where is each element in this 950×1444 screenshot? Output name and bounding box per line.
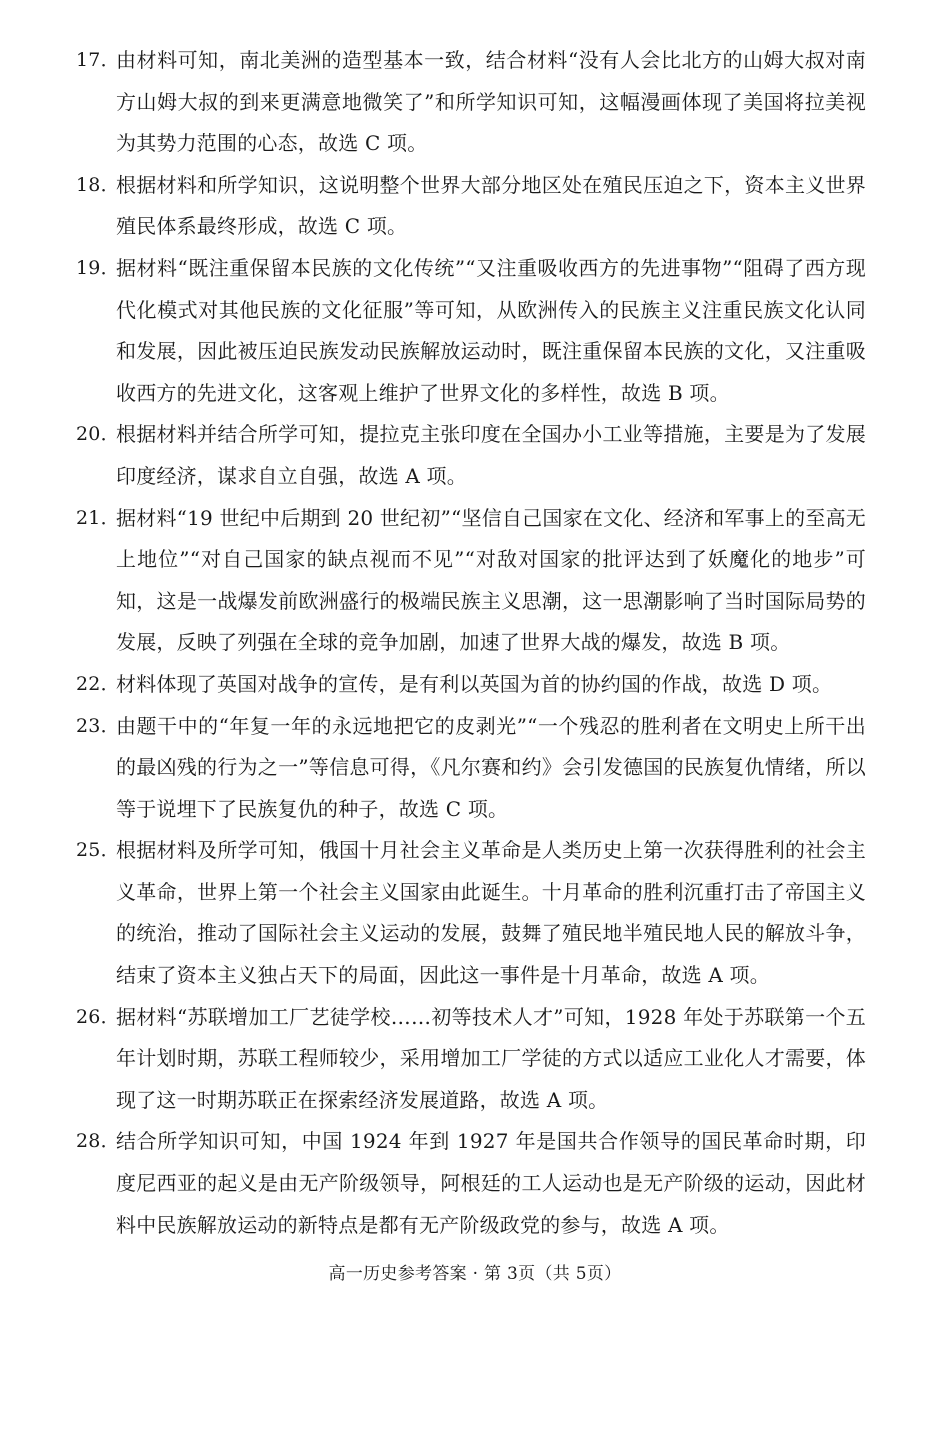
- answer-item: [76, 997, 866, 1122]
- answer-text: 据材料“19 世纪中后期到 20 世纪初”“坚信自己国家在文化、经济和军事上的至高无上地位”“对自己国家的缺点视而不见”“对敌对国家的批评达到了妖魔化的地步”可知，这是一战爆发前欧洲盛行的极端民族主义思潮，这一思潮影响了当时国际局势的发展，反映了列强在全球的竞争加剧，加速了世界大战的爆发，故选 B 项。: [116, 505, 866, 655]
- answer-text: 结合所学知识可知，中国 1924 年到 1927 年是国共合作领导的国民革命时期，印度尼西亚的起义是由无产阶级领导，阿根廷的工人运动也是无产阶级的运动，因此材料中民族解放运动的新特点是都有无产阶级政党的参与，故选 A 项。: [116, 1129, 866, 1237]
- answer-text: 据材料“苏联增加工厂艺徒学校……初等技术人才”可知，1928 年处于苏联第一个五年计划时期，苏联工程师较少，采用增加工厂学徒的方式以适应工业化人才需要，体现了这一时期苏联正在探索经济发展道路，故选 A 项。: [116, 1004, 866, 1112]
- answer-item: [76, 830, 866, 996]
- answer-number: 23．: [76, 714, 120, 737]
- answer-item: [76, 165, 866, 248]
- answer-item: [76, 414, 866, 497]
- answer-number: 21．: [76, 506, 120, 529]
- answer-item: [76, 1121, 866, 1246]
- answer-item: [76, 498, 866, 664]
- answer-item: [76, 706, 866, 831]
- answer-text: 由题干中的“年复一年的永远地把它的皮剥光”“一个残忍的胜利者在文明史上所干出的最凶残的行为之一”等信息可得，《凡尔赛和约》会引发德国的民族复仇情绪，所以等于说埋下了民族复仇的种子，故选 C 项。: [116, 713, 866, 821]
- answer-item: [76, 40, 866, 165]
- answer-text: 根据材料并结合所学可知，提拉克主张印度在全国办小工业等措施，主要是为了发展印度经济，谋求自立自强，故选 A 项。: [116, 422, 866, 488]
- answer-text: 材料体现了英国对战争的宣传，是有利以英国为首的协约国的作战，故选 D 项。: [116, 671, 833, 696]
- answer-number: 19．: [76, 256, 120, 279]
- answer-text: 根据材料及所学可知，俄国十月社会主义革命是人类历史上第一次获得胜利的社会主义革命，世界上第一个社会主义国家由此诞生。十月革命的胜利沉重打击了帝国主义的统治，推动了国际社会主义运动的发展，鼓舞了殖民地半殖民地人民的解放斗争，结束了资本主义独占天下的局面，因此这一事件是十月革命，故选 A 项。: [116, 838, 866, 988]
- page-footer: 高一历史参考答案 · 第 3页（共 5页）: [328, 1264, 622, 1284]
- answer-number: 25．: [76, 839, 120, 862]
- answer-number: 17．: [76, 49, 120, 71]
- answer-number: 22．: [76, 672, 120, 695]
- answer-number: 18．: [76, 173, 120, 196]
- answer-number: 26．: [76, 1005, 120, 1028]
- answer-text: 根据材料和所学知识，这说明整个世界大部分地区处在殖民压迫之下，资本主义世界殖民体系最终形成，故选 C 项。: [116, 172, 866, 239]
- answer-item: [76, 664, 866, 706]
- answer-item: [76, 248, 866, 414]
- answer-text: 据材料“既注重保留本民族的文化传统”“又注重吸收西方的先进事物”“阻碍了西方现代化模式对其他民族的文化征服”等可知，从欧洲传入的民族主义注重民族文化认同和发展，因此被压迫民族发动民族解放运动时，既注重保留本民族的文化，又注重吸收西方的先进文化，这客观上维护了世界文化的多样性，故选 B 项。: [116, 255, 866, 405]
- answer-list: [76, 40, 866, 1246]
- answer-number: 28．: [76, 1130, 120, 1153]
- answer-text: 由材料可知，南北美洲的造型基本一致，结合材料“没有人会比北方的山姆大叔对南方山姆大叔的到来更满意地微笑了”和所学知识可知，这幅漫画体现了美国将拉美视为其势力范围的心态，故选 C 项。: [116, 48, 866, 156]
- answer-number: 20．: [76, 423, 120, 446]
